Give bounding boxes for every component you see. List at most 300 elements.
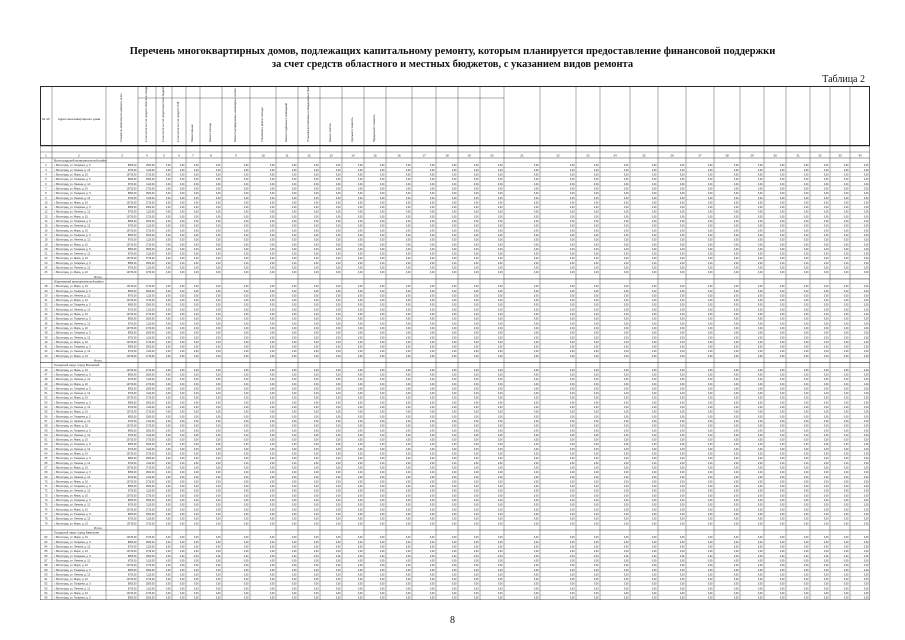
row-value: 0,00: [380, 541, 385, 544]
row-value: 0,00: [358, 559, 363, 562]
row-value: 0,00: [380, 201, 385, 204]
row-value: 0,00: [624, 206, 629, 209]
row-value: 0,00: [624, 578, 629, 581]
row-value: 0,00: [804, 583, 809, 586]
row-value: 0,00: [194, 239, 199, 242]
row-value: 0,00: [864, 304, 869, 307]
row-value: 0,00: [734, 550, 739, 553]
row-value: 0,00: [292, 425, 297, 428]
row-value: 0,00: [452, 341, 457, 344]
row-value: 0,00: [358, 262, 363, 265]
column-number: 28: [725, 154, 729, 158]
row-value: 0,00: [336, 318, 341, 321]
row-value: 0,00: [358, 290, 363, 293]
row-value: 0,00: [244, 429, 249, 432]
row-value: 0,00: [624, 587, 629, 590]
row-address: г. Волгоград, ул. Мира, д. 10: [54, 452, 88, 456]
row-value: 0,00: [570, 355, 575, 358]
row-value: 0,00: [780, 355, 785, 358]
row-value: 0,00: [244, 211, 249, 214]
row-value: 0,00: [452, 583, 457, 586]
row-value: 0,00: [594, 253, 599, 256]
row-value: 0,00: [314, 253, 319, 256]
row-value: 0,00: [216, 206, 221, 209]
row-value: 1560,00: [146, 346, 155, 349]
row-value: 0,00: [824, 248, 829, 251]
row-value: 0,00: [570, 187, 575, 190]
row-value: 0,00: [216, 229, 221, 232]
row-value: 0,00: [336, 336, 341, 339]
row-value: 0,00: [594, 401, 599, 404]
row-value: 0,00: [680, 420, 685, 423]
row-value: 0,00: [474, 569, 479, 572]
row-value: 0,00: [180, 439, 185, 442]
row-address: г. Волгоград, ул. Ленина, д. 12: [54, 475, 91, 479]
row-value: 0,00: [624, 522, 629, 525]
row-value: 0,00: [594, 415, 599, 418]
row-value: 0,00: [216, 508, 221, 511]
row-number: 58: [45, 424, 48, 428]
row-value: 0,00: [166, 304, 171, 307]
row-value: 0,00: [452, 234, 457, 237]
row-value: 0,00: [708, 406, 713, 409]
row-value: 0,00: [624, 494, 629, 497]
row-value: 0,00: [824, 536, 829, 539]
row-value: 0,00: [474, 587, 479, 590]
row-value: 0,00: [194, 411, 199, 414]
row-value: 0,00: [864, 248, 869, 251]
row-value: 0,00: [824, 453, 829, 456]
row-value: 0,00: [780, 453, 785, 456]
row-value: 0,00: [570, 462, 575, 465]
row-value: 0,00: [680, 448, 685, 451]
row-value: 0,00: [570, 350, 575, 353]
row-value: 0,00: [780, 346, 785, 349]
row-value: 1730,00: [146, 425, 155, 428]
row-value: 0,00: [534, 369, 539, 372]
row-value: 0,00: [824, 592, 829, 595]
row-value: 0,00: [780, 434, 785, 437]
row-value: 0,00: [758, 234, 763, 237]
row-value: 10730,00: [127, 578, 138, 581]
row-value: 0,00: [166, 313, 171, 316]
row-address: г. Волгоград, ул. Ленина, д. 12: [54, 558, 91, 562]
row-value: 0,00: [844, 253, 849, 256]
row-value: 0,00: [498, 597, 503, 600]
row-value: 0,00: [864, 564, 869, 567]
row-value: 0,00: [406, 434, 411, 437]
row-value: 0,00: [430, 494, 435, 497]
row-value: 0,00: [780, 541, 785, 544]
row-value: 0,00: [314, 387, 319, 390]
row-value: 0,00: [314, 471, 319, 474]
row-value: 0,00: [430, 294, 435, 297]
row-value: 0,00: [166, 234, 171, 237]
row-address: г. Волгоград, ул. Гагарина, д. 5: [54, 414, 91, 418]
row-value: 0,00: [734, 555, 739, 558]
row-value: 10730,00: [127, 508, 138, 511]
row-value: 0,00: [824, 522, 829, 525]
row-value: 0,00: [406, 318, 411, 321]
row-value: 0,00: [216, 369, 221, 372]
row-value: 0,00: [498, 239, 503, 242]
row-value: 0,00: [452, 536, 457, 539]
row-value: 0,00: [406, 206, 411, 209]
row-value: 0,00: [380, 215, 385, 218]
row-value: 0,00: [864, 294, 869, 297]
row-value: 0,00: [380, 220, 385, 223]
row-value: 0,00: [430, 387, 435, 390]
row-value: 0,00: [758, 253, 763, 256]
row-value: 0,00: [380, 332, 385, 335]
row-value: 0,00: [216, 518, 221, 521]
row-value: 0,00: [406, 211, 411, 214]
row-value: 0,00: [864, 308, 869, 311]
row-value: 0,00: [358, 234, 363, 237]
row-value: 0,00: [624, 480, 629, 483]
column-number: 17: [422, 154, 426, 158]
row-value: 0,00: [474, 308, 479, 311]
row-value: 0,00: [864, 536, 869, 539]
row-value: 0,00: [708, 504, 713, 507]
row-value: 0,00: [498, 290, 503, 293]
row-value: 0,00: [292, 350, 297, 353]
row-value: 0,00: [844, 513, 849, 516]
row-number: 75: [45, 503, 48, 507]
row-value: 0,00: [244, 573, 249, 576]
row-value: 0,00: [380, 262, 385, 265]
row-value: 0,00: [336, 508, 341, 511]
row-value: 0,00: [824, 401, 829, 404]
row-value: 0,00: [758, 555, 763, 558]
row-value: 0,00: [216, 341, 221, 344]
row-value: 0,00: [216, 169, 221, 172]
row-number: 7: [45, 186, 47, 190]
row-value: 1560,00: [146, 373, 155, 376]
row-value: 0,00: [652, 564, 657, 567]
row-value: 0,00: [824, 587, 829, 590]
row-value: 0,00: [624, 262, 629, 265]
row-value: 0,00: [864, 499, 869, 502]
row-value: 0,00: [680, 443, 685, 446]
row-value: 0,00: [166, 383, 171, 386]
row-value: 0,00: [292, 322, 297, 325]
row-value: 0,00: [864, 187, 869, 190]
row-value: 0,00: [864, 387, 869, 390]
row-value: 0,00: [194, 378, 199, 381]
row-value: 0,00: [498, 480, 503, 483]
row-value: 0,00: [570, 494, 575, 497]
row-value: 0,00: [406, 183, 411, 186]
row-value: 0,00: [244, 513, 249, 516]
row-value: 0,00: [652, 378, 657, 381]
row-value: 0,00: [216, 201, 221, 204]
row-value: 0,00: [270, 350, 275, 353]
row-value: 0,00: [180, 536, 185, 539]
row-value: 0,00: [570, 485, 575, 488]
row-value: 0,00: [292, 550, 297, 553]
row-value: 0,00: [864, 583, 869, 586]
row-value: 0,00: [194, 346, 199, 349]
row-value: 0,00: [474, 392, 479, 395]
column-number: 29: [750, 154, 754, 158]
row-value: 0,00: [166, 415, 171, 418]
row-value: 0,00: [708, 480, 713, 483]
row-value: 0,00: [708, 564, 713, 567]
row-value: 0,00: [216, 569, 221, 572]
row-value: 0,00: [734, 508, 739, 511]
row-value: 0,00: [380, 248, 385, 251]
row-value: 0,00: [180, 583, 185, 586]
row-value: 0,00: [292, 285, 297, 288]
row-value: 0,00: [804, 290, 809, 293]
row-value: 0,00: [180, 387, 185, 390]
row-value: 0,00: [452, 383, 457, 386]
row-value: 0,00: [194, 387, 199, 390]
row-value: 0,00: [624, 211, 629, 214]
row-number: 73: [45, 493, 48, 497]
row-value: 0,00: [380, 429, 385, 432]
row-value: 0,00: [180, 373, 185, 376]
row-value: 0,00: [244, 518, 249, 521]
row-value: 0,00: [430, 466, 435, 469]
row-value: 0,00: [570, 587, 575, 590]
row-value: 0,00: [216, 415, 221, 418]
row-value: 0,00: [180, 425, 185, 428]
row-value: 0,00: [166, 411, 171, 414]
row-number: 24: [45, 266, 48, 270]
row-value: 0,00: [570, 457, 575, 460]
total-label: Итого: [94, 526, 102, 530]
row-value: 0,00: [474, 164, 479, 167]
row-value: 0,00: [652, 225, 657, 228]
row-value: 0,00: [708, 592, 713, 595]
row-value: 0,00: [758, 406, 763, 409]
row-value: 0,00: [824, 550, 829, 553]
row-value: 0,00: [452, 313, 457, 316]
row-number: 67: [45, 465, 48, 469]
row-value: 0,00: [474, 346, 479, 349]
row-value: 0,00: [194, 425, 199, 428]
row-value: 0,00: [430, 578, 435, 581]
row-value: 0,00: [498, 248, 503, 251]
row-value: 0,00: [314, 299, 319, 302]
row-value: 0,00: [864, 485, 869, 488]
row-value: 0,00: [594, 457, 599, 460]
row-value: 0,00: [864, 518, 869, 521]
row-value: 0,00: [314, 480, 319, 483]
row-value: 0,00: [244, 355, 249, 358]
row-value: 0,00: [270, 267, 275, 270]
row-value: 0,00: [824, 406, 829, 409]
row-value: 0,00: [734, 318, 739, 321]
row-value: 0,00: [194, 285, 199, 288]
row-value: 0,00: [534, 211, 539, 214]
row-address: г. Волгоград, ул. Гагарина, д. 5: [54, 219, 91, 223]
row-value: 0,00: [534, 597, 539, 600]
row-value: 0,00: [358, 267, 363, 270]
row-value: 0,00: [452, 518, 457, 521]
row-value: 0,00: [292, 220, 297, 223]
row-value: 0,00: [844, 174, 849, 177]
row-value: 0,00: [430, 234, 435, 237]
row-value: 0,00: [652, 541, 657, 544]
row-value: 0,00: [180, 597, 185, 600]
row-value: 0,00: [780, 350, 785, 353]
row-value: 0,00: [430, 480, 435, 483]
row-value: 0,00: [824, 341, 829, 344]
header-label: Ремонт лифтов: [328, 123, 332, 142]
row-number: 2: [45, 163, 47, 167]
row-value: 0,00: [244, 597, 249, 600]
row-value: 0,00: [474, 187, 479, 190]
row-value: 0,00: [498, 569, 503, 572]
row-value: 0,00: [244, 257, 249, 260]
row-value: 0,00: [780, 462, 785, 465]
row-value: 8950,00: [128, 192, 137, 195]
row-value: 0,00: [380, 234, 385, 237]
row-value: 0,00: [680, 290, 685, 293]
row-value: 0,00: [406, 336, 411, 339]
row-value: 0,00: [358, 243, 363, 246]
row-value: 0,00: [824, 476, 829, 479]
row-value: 0,00: [734, 462, 739, 465]
row-value: 0,00: [534, 332, 539, 335]
row-address: г. Волгоград, ул. Гагарина, д. 5: [54, 554, 91, 558]
row-value: 0,00: [758, 346, 763, 349]
row-value: 0,00: [758, 448, 763, 451]
row-value: 0,00: [216, 253, 221, 256]
row-value: 0,00: [358, 383, 363, 386]
total-label: Итого: [94, 275, 102, 279]
row-value: 0,00: [474, 225, 479, 228]
row-value: 6700,00: [128, 197, 137, 200]
row-address: г. Волгоград, ул. Ленина, д. 12: [54, 419, 91, 423]
row-value: 0,00: [680, 178, 685, 181]
row-value: 0,00: [314, 522, 319, 525]
row-value: 0,00: [824, 355, 829, 358]
row-value: 0,00: [864, 415, 869, 418]
row-value: 0,00: [430, 322, 435, 325]
row-value: 0,00: [194, 555, 199, 558]
row-value: 0,00: [652, 299, 657, 302]
row-number: 91: [45, 577, 48, 581]
row-value: 0,00: [652, 248, 657, 251]
row-value: 0,00: [406, 169, 411, 172]
row-number: 59: [45, 428, 48, 432]
row-value: 0,00: [244, 387, 249, 390]
row-value: 0,00: [216, 355, 221, 358]
row-value: 0,00: [570, 541, 575, 544]
row-value: 0,00: [336, 425, 341, 428]
row-value: 0,00: [314, 508, 319, 511]
row-value: 0,00: [804, 271, 809, 274]
row-address: г. Волгоград, ул. Мира, д. 10: [54, 368, 88, 372]
row-value: 0,00: [652, 239, 657, 242]
row-value: 0,00: [194, 559, 199, 562]
row-value: 0,00: [292, 536, 297, 539]
row-value: 0,00: [194, 546, 199, 549]
row-number: 74: [45, 498, 48, 502]
row-value: 8950,00: [128, 569, 137, 572]
row-value: 0,00: [194, 192, 199, 195]
row-value: 0,00: [498, 536, 503, 539]
row-value: 0,00: [292, 192, 297, 195]
row-value: 0,00: [166, 453, 171, 456]
row-value: 0,00: [758, 164, 763, 167]
row-value: 0,00: [652, 355, 657, 358]
row-value: 0,00: [570, 490, 575, 493]
row-value: 0,00: [758, 434, 763, 437]
row-value: 0,00: [430, 290, 435, 293]
row-value: 0,00: [864, 443, 869, 446]
row-value: 0,00: [804, 480, 809, 483]
row-value: 0,00: [166, 466, 171, 469]
row-value: 0,00: [708, 341, 713, 344]
row-value: 0,00: [804, 518, 809, 521]
row-value: 1730,00: [146, 564, 155, 567]
row-value: 10730,00: [127, 564, 138, 567]
row-value: 0,00: [594, 299, 599, 302]
row-value: 0,00: [244, 448, 249, 451]
row-value: 0,00: [358, 341, 363, 344]
row-value: 6700,00: [128, 322, 137, 325]
row-value: 0,00: [624, 369, 629, 372]
row-value: 0,00: [336, 471, 341, 474]
row-address: г. Волгоград, ул. Мира, д. 10: [54, 507, 88, 511]
row-value: 1110,00: [146, 211, 155, 214]
row-value: 0,00: [652, 583, 657, 586]
row-value: 0,00: [498, 564, 503, 567]
row-value: 0,00: [594, 355, 599, 358]
row-value: 0,00: [624, 411, 629, 414]
row-value: 0,00: [594, 220, 599, 223]
row-value: 0,00: [270, 257, 275, 260]
row-value: 0,00: [758, 267, 763, 270]
row-value: 0,00: [380, 425, 385, 428]
row-value: 0,00: [452, 257, 457, 260]
row-value: 0,00: [864, 490, 869, 493]
row-value: 0,00: [380, 406, 385, 409]
row-value: 0,00: [844, 187, 849, 190]
row-value: 0,00: [708, 267, 713, 270]
row-address: г. Волгоград, ул. Мира, д. 10: [54, 214, 88, 218]
column-number: 6: [178, 154, 180, 158]
row-value: 1110,00: [146, 183, 155, 186]
row-address: г. Волгоград, ул. Ленина, д. 12: [54, 572, 91, 576]
row-value: 0,00: [452, 406, 457, 409]
row-value: 0,00: [844, 248, 849, 251]
row-value: 0,00: [844, 466, 849, 469]
row-value: 0,00: [194, 457, 199, 460]
row-value: 0,00: [780, 536, 785, 539]
row-value: 0,00: [708, 471, 713, 474]
row-value: 0,00: [380, 466, 385, 469]
row-value: 0,00: [452, 183, 457, 186]
row-value: 0,00: [270, 387, 275, 390]
row-value: 1110,00: [146, 546, 155, 549]
row-value: 0,00: [758, 569, 763, 572]
row-value: 0,00: [864, 569, 869, 572]
row-number: 89: [45, 568, 48, 572]
row-value: 0,00: [708, 425, 713, 428]
row-value: 0,00: [380, 229, 385, 232]
row-value: 0,00: [166, 392, 171, 395]
row-value: 0,00: [314, 267, 319, 270]
row-value: 0,00: [314, 555, 319, 558]
row-value: 0,00: [780, 443, 785, 446]
row-value: 0,00: [824, 336, 829, 339]
